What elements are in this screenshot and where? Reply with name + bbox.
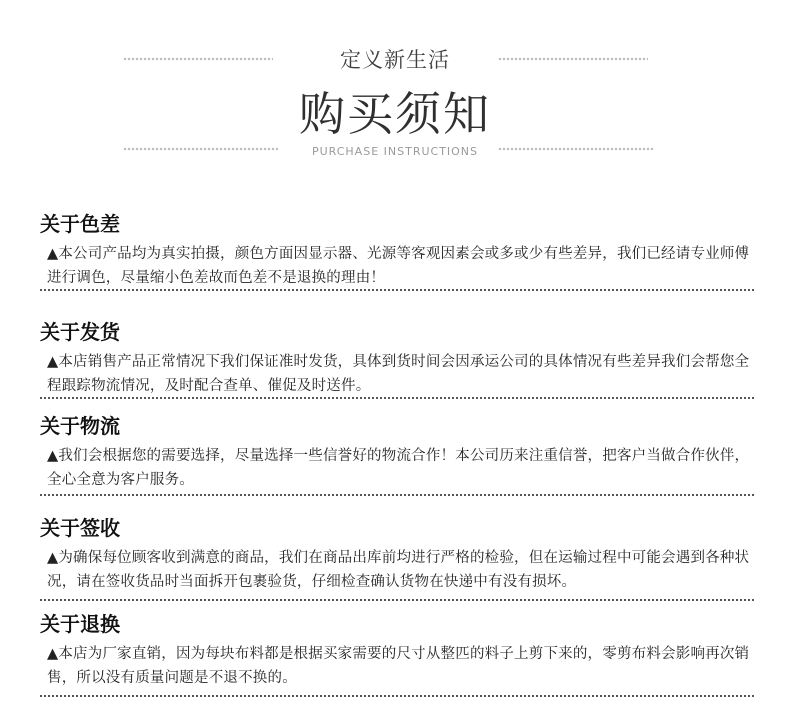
- dotted-divider: [40, 494, 754, 496]
- header-subtitle: 定义新生活: [340, 48, 450, 72]
- dotted-divider: [40, 397, 754, 399]
- section-logistics: [40, 414, 750, 492]
- section-text: ▲本公司产品均为真实拍摄，颜色方面因显示器、光源等客观因素会或多或少有些差异，我们已经请专业师傅进行调色，尽量缩小色差故而色差不是退换的理由！: [47, 246, 750, 286]
- section-heading: 关于发货: [40, 320, 120, 344]
- dotted-divider: [40, 289, 754, 291]
- header-banner: [0, 0, 790, 180]
- section-heading: 关于物流: [40, 414, 120, 438]
- page-title: 购买须知: [299, 87, 491, 141]
- section-text: ▲为确保每位顾客收到满意的商品，我们在商品出库前均进行严格的检验，但在运输过程中可能会遇到各种状况，请在签收货品时当面拆开包裹验货，仔细检查确认货物在快递中有没有损坏。: [47, 550, 750, 590]
- section-text: ▲我们会根据您的需要选择，尽量选择一些信誉好的物流合作！本公司历来注重信誉，把客户当做合作伙伴，全心全意为客户服务。: [47, 448, 750, 488]
- section-shipping: [40, 320, 750, 398]
- dotted-divider: [40, 695, 754, 697]
- section-heading: 关于色差: [40, 212, 120, 236]
- dotted-divider: [40, 599, 754, 601]
- section-heading: 关于退换: [40, 612, 120, 636]
- section-text: ▲本店销售产品正常情况下我们保证准时发货，具体到货时间会因承运公司的具体情况有些差异我们会帮您全程跟踪物流情况，及时配合查单、催促及时送件。: [47, 354, 750, 394]
- section-text: ▲本店为厂家直销，因为每块布料都是根据买家需要的尺寸从整匹的料子上剪下来的，零剪布料会影响再次销售，所以没有质量问题是不退不换的。: [47, 646, 750, 686]
- section-heading: 关于签收: [40, 516, 120, 540]
- section-receipt: [40, 516, 750, 594]
- header-english-caption: PURCHASE INSTRUCTIONS: [311, 145, 479, 158]
- section-returns: [40, 612, 750, 690]
- section-color-difference: [40, 212, 750, 290]
